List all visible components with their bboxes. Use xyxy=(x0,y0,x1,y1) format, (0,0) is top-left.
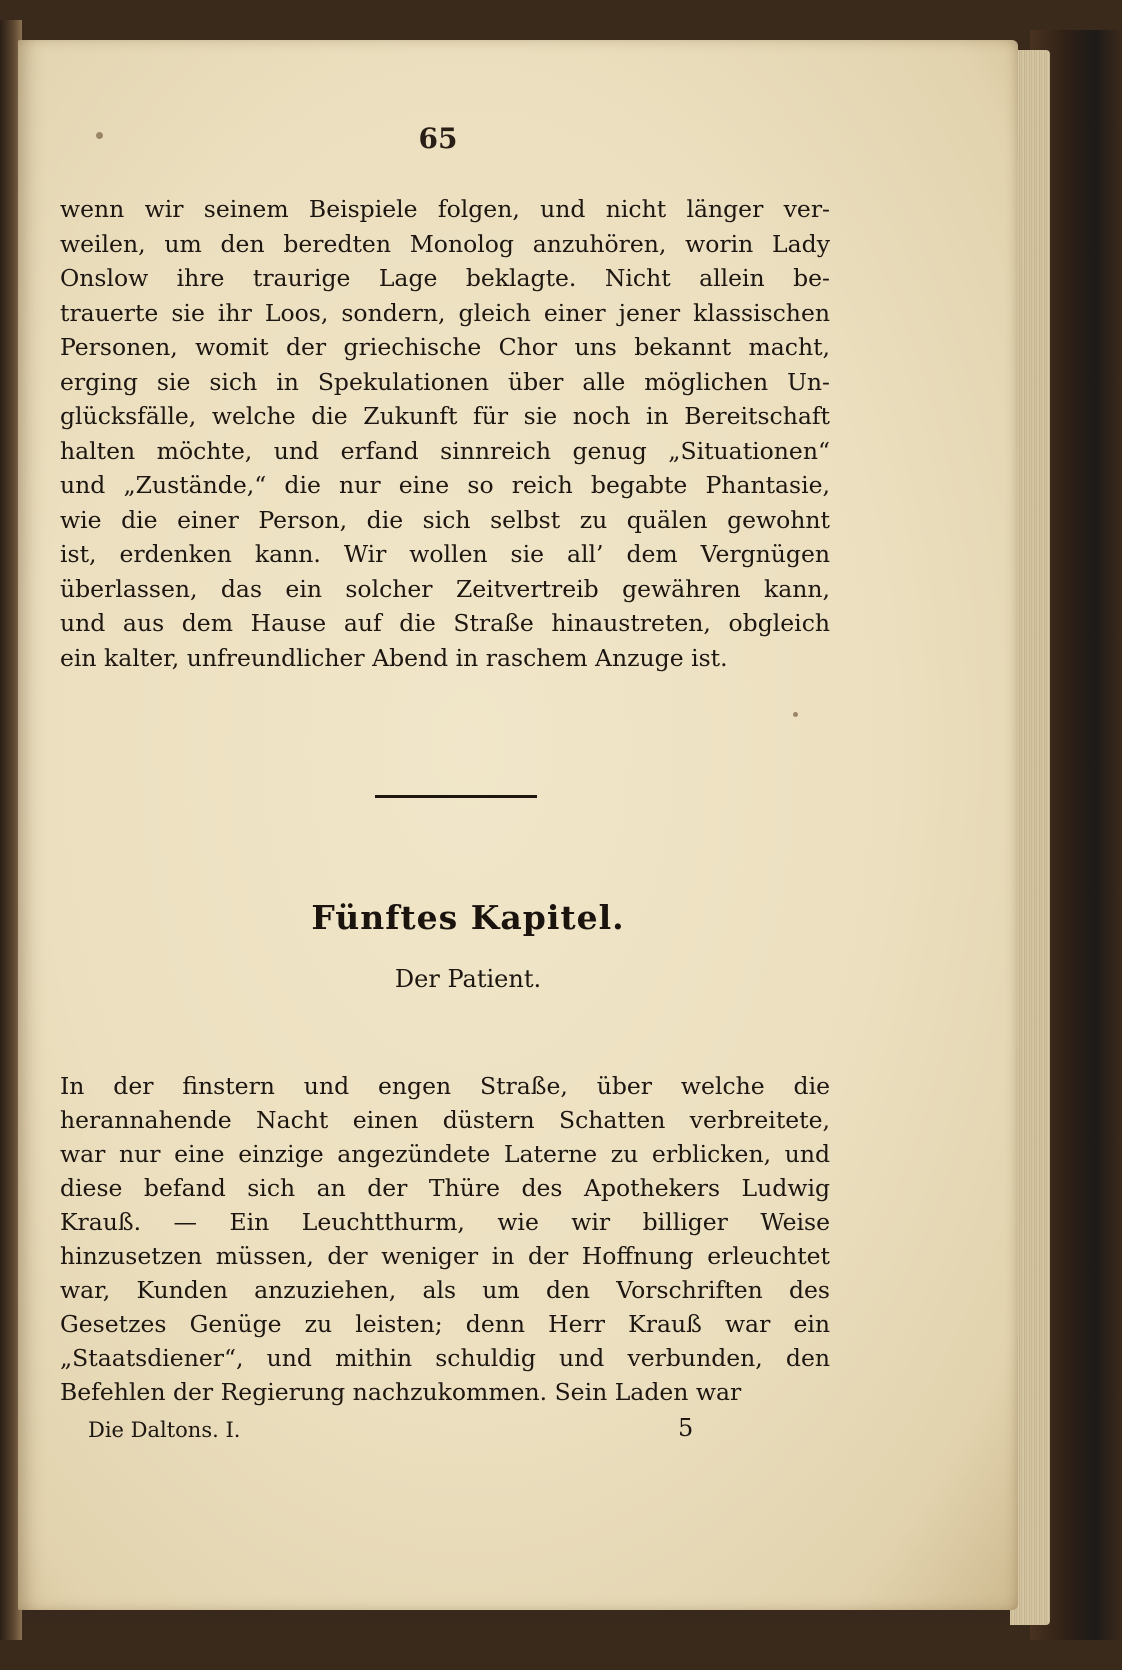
text-line: „Staatsdiener“, und mithin schuldig und verbunden, den xyxy=(60,1344,830,1372)
signature-mark: 5 xyxy=(678,1414,694,1442)
text-line: Gesetzes Genüge zu leisten; denn Herr Krauß war ein xyxy=(60,1310,830,1338)
text-line: diese befand sich an der Thüre des Apothekers Ludwig xyxy=(60,1174,830,1202)
chapter-subtitle: Der Patient. xyxy=(394,965,542,993)
signature-line: Die Daltons. I. xyxy=(88,1418,241,1442)
paper-speck xyxy=(793,712,798,717)
text-line: wie die einer Person, die sich selbst zu quälen gewohnt xyxy=(60,506,830,534)
text-line: Onslow ihre traurige Lage beklagte. Nicht allein be- xyxy=(60,264,830,292)
text-line: ein kalter, unfreundlicher Abend in raschem Anzuge ist. xyxy=(60,644,728,672)
book-page xyxy=(18,40,1018,1610)
text-line: Personen, womit der griechische Chor uns bekannt macht, xyxy=(60,333,830,361)
text-line: wenn wir seinem Beispiele folgen, und nicht länger ver- xyxy=(60,195,830,223)
text-line: überlassen, das ein solcher Zeitvertreib gewähren kann, xyxy=(60,575,830,603)
section-divider xyxy=(375,795,537,798)
page-number: 65 xyxy=(418,122,458,155)
text-line: und aus dem Hause auf die Straße hinaustreten, obgleich xyxy=(60,609,830,637)
text-line: ist, erdenken kann. Wir wollen sie all’ dem Vergnügen xyxy=(60,540,830,568)
text-line: war, Kunden anzuziehen, als um den Vorschriften des xyxy=(60,1276,830,1304)
text-line: weilen, um den beredten Monolog anzuhören, worin Lady xyxy=(60,230,830,258)
chapter-title: Fünftes Kapitel. xyxy=(311,898,625,937)
paper-speck xyxy=(96,132,103,139)
text-line: halten möchte, und erfand sinnreich genug „Situationen“ xyxy=(60,437,830,465)
text-line: In der finstern und engen Straße, über welche die xyxy=(60,1072,830,1100)
text-line: hinzusetzen müssen, der weniger in der Hoffnung erleuchtet xyxy=(60,1242,830,1270)
text-line: trauerte sie ihr Loos, sondern, gleich einer jener klassischen xyxy=(60,299,830,327)
text-line: glücksfälle, welche die Zukunft für sie noch in Bereitschaft xyxy=(60,402,830,430)
text-line: und „Zustände,“ die nur eine so reich begabte Phantasie, xyxy=(60,471,830,499)
text-line: herannahende Nacht einen düstern Schatten verbreitete, xyxy=(60,1106,830,1134)
text-line: war nur eine einzige angezündete Laterne zu erblicken, und xyxy=(60,1140,830,1168)
text-line: Krauß. — Ein Leuchtthurm, wie wir billiger Weise xyxy=(60,1208,830,1236)
text-line: Befehlen der Regierung nachzukommen. Sein Laden war xyxy=(60,1378,742,1406)
text-line: erging sie sich in Spekulationen über alle möglichen Un- xyxy=(60,368,830,396)
